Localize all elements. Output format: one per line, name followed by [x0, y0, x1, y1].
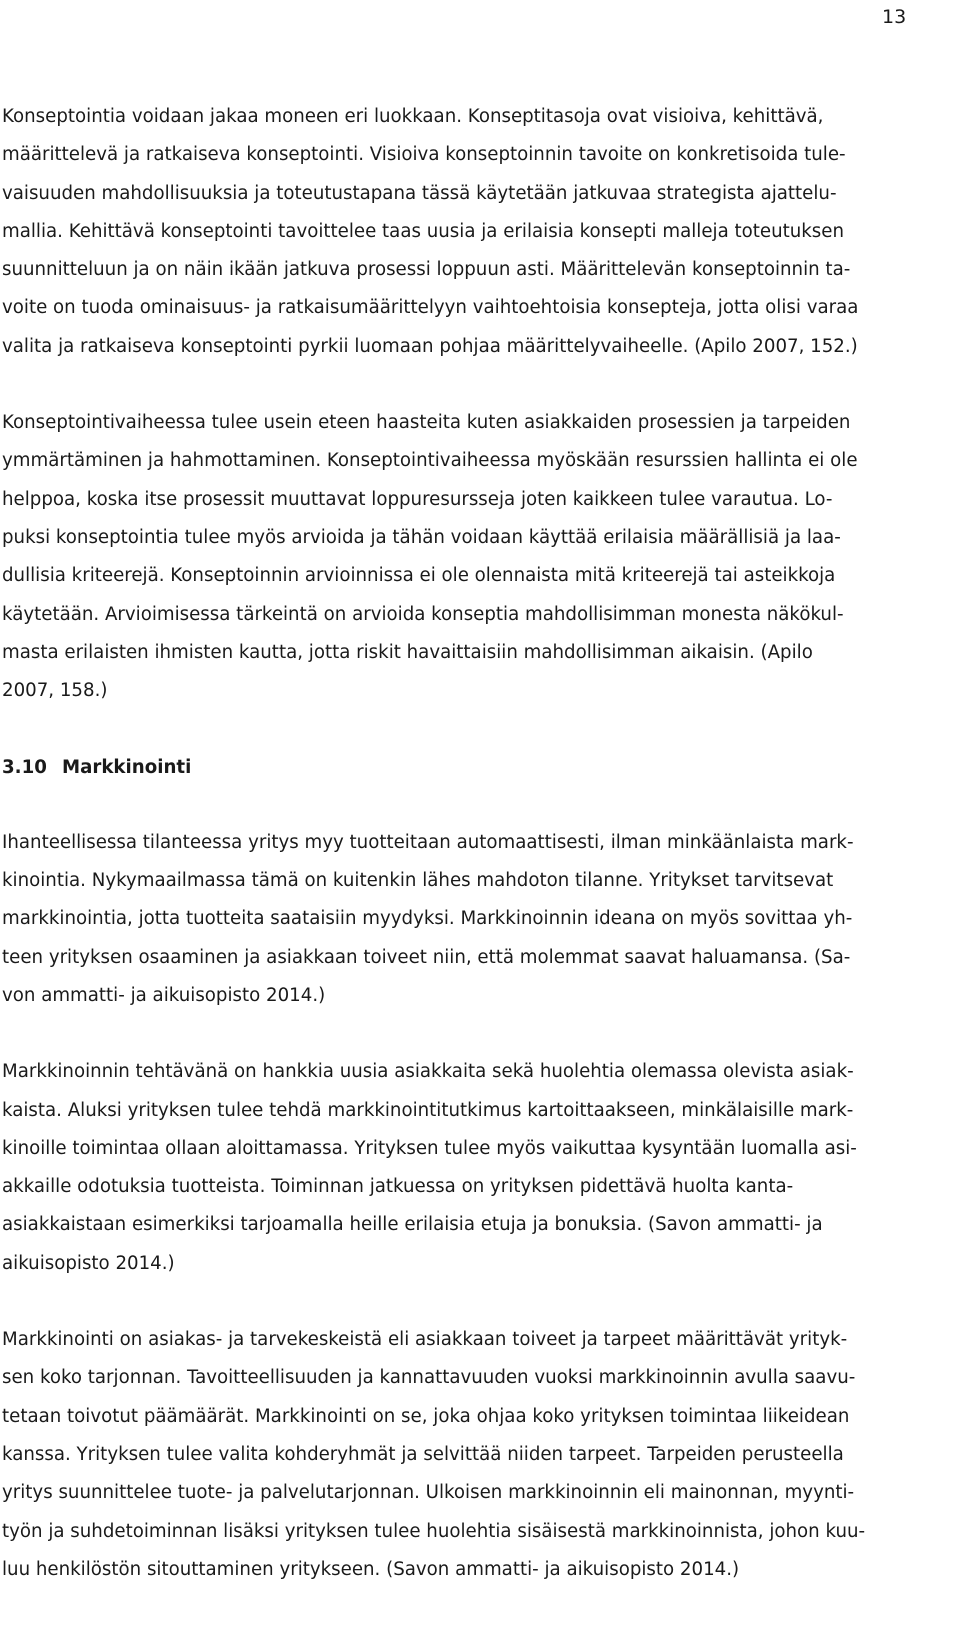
- text-line: valita ja ratkaiseva konseptointi pyrkii luomaan pohjaa määrittelyvaiheelle. (Apilo 2007, 152.): [2, 335, 858, 357]
- text-line: teen yrityksen osaaminen ja asiakkaan toiveet niin, että molemmat saavat haluamansa. (Sa-: [2, 946, 851, 968]
- document-body: [2, 98, 957, 1589]
- text-line: Markkinoinnin tehtävänä on hankkia uusia asiakkaita sekä huolehtia olemassa olevista asiak-: [2, 1061, 854, 1083]
- text-line: masta erilaisten ihmisten kautta, jotta riskit havaittaisiin mahdollisimman aikaisin. (Apilo: [2, 641, 813, 663]
- text-line: Konseptointia voidaan jakaa moneen eri luokkaan. Konseptitasoja ovat visioiva, kehittävä,: [2, 106, 824, 127]
- paragraph-marketing-ideal: [2, 824, 957, 1015]
- section-title: Markkinointi: [62, 757, 192, 779]
- text-line: työn ja suhdetoiminnan lisäksi yrityksen tulee huolehtia sisäisestä markkinoinnista, johon kuu-: [2, 1520, 866, 1542]
- text-line: suunnitteluun ja on näin ikään jatkuva prosessi loppuun asti. Määrittelevän konseptoinnin ta-: [2, 259, 851, 281]
- paragraph-marketing-tasks: [2, 1053, 957, 1283]
- text-line: vaisuuden mahdollisuuksia ja toteutustapana tässä käytetään jatkuvaa strategista ajattelu-: [2, 182, 837, 204]
- paragraph-customer-centric: [2, 1321, 957, 1589]
- section-heading: [2, 749, 957, 787]
- text-line: dullisia kriteerejä. Konseptoinnin arvioinnissa ei ole olennaista mitä kriteerejä tai asteikkoja: [2, 565, 836, 587]
- text-line: Konseptointivaiheessa tulee usein eteen haasteita kuten asiakkaiden prosessien ja tarpeiden: [2, 412, 851, 434]
- text-line: asiakkaistaan esimerkiksi tarjoamalla heille erilaisia etuja ja bonuksia. (Savon ammatti- ja: [2, 1214, 823, 1236]
- paragraph-concept-challenges: [2, 404, 957, 710]
- text-line: kaista. Aluksi yrityksen tulee tehdä markkinointitutkimus kartoittaakseen, minkälaisille mark-: [2, 1099, 854, 1121]
- text-line: Markkinointi on asiakas- ja tarvekeskeistä eli asiakkaan toiveet ja tarpeet määrittävät yrityk-: [2, 1329, 848, 1351]
- text-line: mallia. Kehittävä konseptointi tavoittelee taas uusia ja erilaisia konsepti malleja toteutuksen: [2, 220, 844, 242]
- text-line: luu henkilöstön sitouttaminen yritykseen. (Savon ammatti- ja aikuisopisto 2014.): [2, 1558, 740, 1580]
- text-line: yritys suunnittelee tuote- ja palvelutarjonnan. Ulkoisen markkinoinnin eli mainonnan, myynti-: [2, 1482, 855, 1504]
- text-line: 2007, 158.): [2, 680, 108, 702]
- text-line: voite on tuoda ominaisuus- ja ratkaisumäärittelyyn vaihtoehtoisia konsepteja, jotta olisi varaa: [2, 297, 859, 319]
- text-line: markkinointia, jotta tuotteita saataisiin myydyksi. Markkinoinnin ideana on myös sovittaa yh-: [2, 908, 853, 930]
- text-line: Ihanteellisessa tilanteessa yritys myy tuotteitaan automaattisesti, ilman minkäänlaista mark-: [2, 831, 854, 853]
- text-line: von ammatti- ja aikuisopisto 2014.): [2, 984, 326, 1006]
- text-line: käytetään. Arvioimisessa tärkeintä on arvioida konseptia mahdollisimman monesta näkökul-: [2, 603, 844, 625]
- text-line: kinoille toimintaa ollaan aloittamassa. Yrityksen tulee myös vaikuttaa kysyntään luomalla asi-: [2, 1137, 857, 1159]
- text-line: helppoa, koska itse prosessit muuttavat loppuresursseja joten kaikkeen tulee varautua. Lo-: [2, 488, 833, 510]
- text-line: sen koko tarjonnan. Tavoitteellisuuden ja kannattavuuden vuoksi markkinoinnin avulla saavu-: [2, 1367, 856, 1389]
- text-line: kinointia. Nykymaailmassa tämä on kuitenkin lähes mahdoton tilanne. Yritykset tarvitsevat: [2, 870, 834, 892]
- text-line: määrittelevä ja ratkaiseva konseptointi. Visioiva konseptoinnin tavoite on konkretisoida tule-: [2, 144, 846, 166]
- text-line: ymmärtäminen ja hahmottaminen. Konseptointivaiheessa myöskään resurssien hallinta ei ole: [2, 450, 858, 472]
- page-number: 13: [882, 6, 907, 28]
- paragraph-concept-levels: [2, 98, 957, 366]
- text-line: puksi konseptointia tulee myös arvioida ja tähän voidaan käyttää erilaisia määrällisiä ja laa-: [2, 526, 841, 548]
- section-number: 3.10: [2, 757, 47, 779]
- text-line: aikuisopisto 2014.): [2, 1252, 175, 1274]
- text-line: akkaille odotuksia tuotteista. Toiminnan jatkuessa on yrityksen pidettävä huolta kanta-: [2, 1176, 794, 1198]
- text-line: kanssa. Yrityksen tulee valita kohderyhmät ja selvittää niiden tarpeet. Tarpeiden perusteella: [2, 1443, 844, 1465]
- text-line: tetaan toivotut päämäärät. Markkinointi on se, joka ohjaa koko yrityksen toimintaa liikeidean: [2, 1405, 850, 1427]
